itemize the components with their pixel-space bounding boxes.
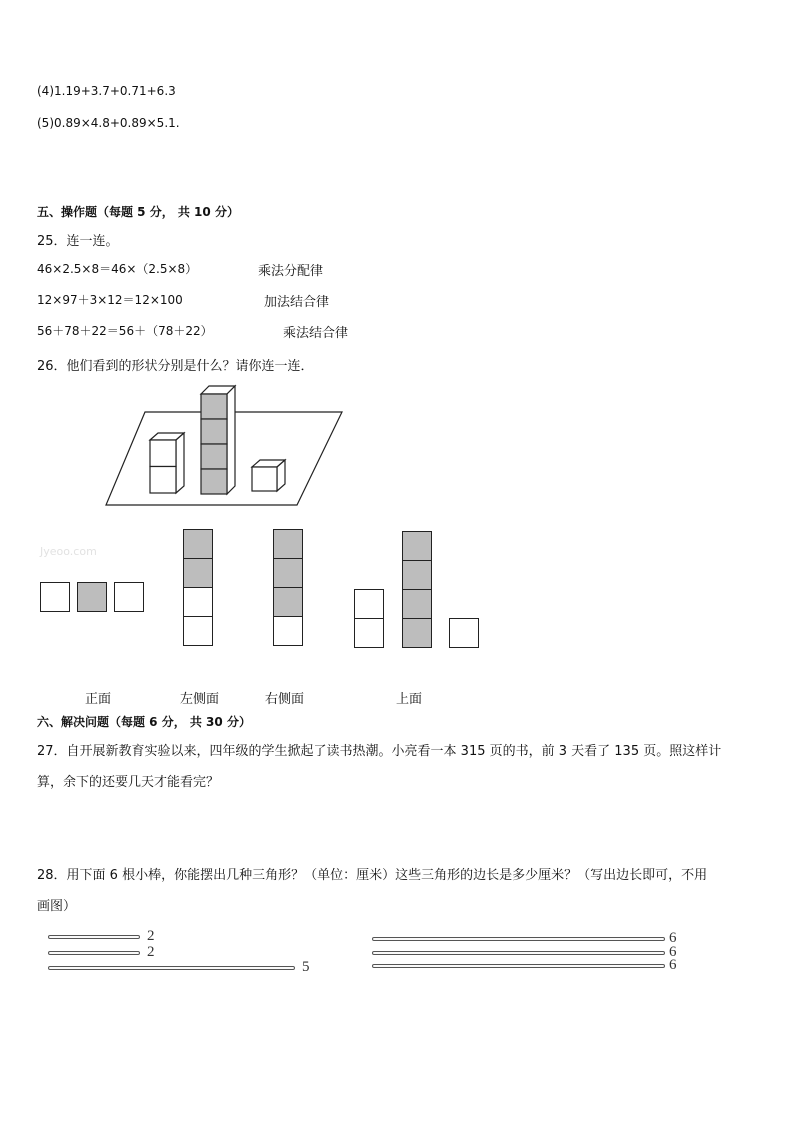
stick-length-label: 2	[147, 944, 155, 960]
gray-square	[77, 582, 107, 612]
stick	[48, 966, 295, 970]
q27-line-1: 27．自开展新教育实验以来，四年级的学生掀起了读书热潮。小亮看一本 315 页的书，前 3 天看了 135 页。照这样计	[37, 744, 722, 759]
calc-item-4: (4)1.19+3.7+0.71+6.3	[37, 84, 176, 98]
gray-square	[183, 558, 213, 588]
gray-square	[402, 531, 432, 561]
single-cube	[252, 460, 285, 491]
stick	[48, 951, 140, 955]
q25-law-1: 乘法分配律	[258, 264, 324, 279]
gray-square	[402, 618, 432, 648]
square	[354, 618, 384, 648]
section-6-title: 六、解决问题（每题 6 分， 共 30 分）	[37, 715, 251, 729]
square	[183, 587, 213, 617]
stick-length-label: 6	[669, 930, 677, 946]
gray-square	[273, 587, 303, 617]
square	[40, 582, 70, 612]
left-cube-stack	[150, 433, 184, 493]
stick-length-label: 6	[669, 944, 677, 960]
label-front: 正面	[85, 692, 112, 707]
gray-square	[183, 529, 213, 559]
square	[273, 616, 303, 646]
label-right-side: 右侧面	[265, 692, 305, 707]
stick-length-label: 5	[302, 959, 310, 975]
q25-title: 25．连一连。	[37, 234, 119, 249]
q25-expr-1: 46×2.5×8＝46×（2.5×8）	[37, 262, 198, 276]
q25-law-2: 加法结合律	[264, 295, 330, 310]
gray-square	[402, 560, 432, 590]
q28-line-1: 28．用下面 6 根小棒，你能摆出几种三角形？（单位：厘米）这些三角形的边长是多少厘米？（写出边长即可，不用	[37, 868, 708, 883]
stick-length-label: 6	[669, 957, 677, 973]
calc-item-5: (5)0.89×4.8+0.89×5.1.	[37, 116, 180, 130]
q26-title: 26．他们看到的形状分别是什么？请你连一连．	[37, 359, 314, 374]
q25-expr-3: 56＋78＋22＝56＋（78＋22）	[37, 324, 213, 338]
q25-law-3: 乘法结合律	[283, 326, 349, 341]
cube-scene-figure	[100, 380, 350, 510]
square	[114, 582, 144, 612]
stick-length-label: 2	[147, 928, 155, 944]
stick	[372, 964, 665, 968]
stick	[372, 937, 665, 941]
section-5-title: 五、操作题（每题 5 分， 共 10 分）	[37, 205, 239, 219]
gray-square	[402, 589, 432, 619]
stick	[48, 935, 140, 939]
q25-expr-2: 12×97＋3×12＝12×100	[37, 293, 183, 307]
square	[183, 616, 213, 646]
stick	[372, 951, 665, 955]
watermark: Jyeoo.com	[40, 545, 97, 558]
label-left-side: 左侧面	[180, 692, 220, 707]
q28-line-2: 画图）	[37, 899, 77, 914]
gray-square	[273, 558, 303, 588]
square	[354, 589, 384, 619]
gray-square	[273, 529, 303, 559]
label-top: 上面	[396, 692, 423, 707]
tall-cube-stack	[201, 386, 235, 494]
q27-line-2: 算，余下的还要几天才能看完？	[37, 775, 220, 790]
square	[449, 618, 479, 648]
